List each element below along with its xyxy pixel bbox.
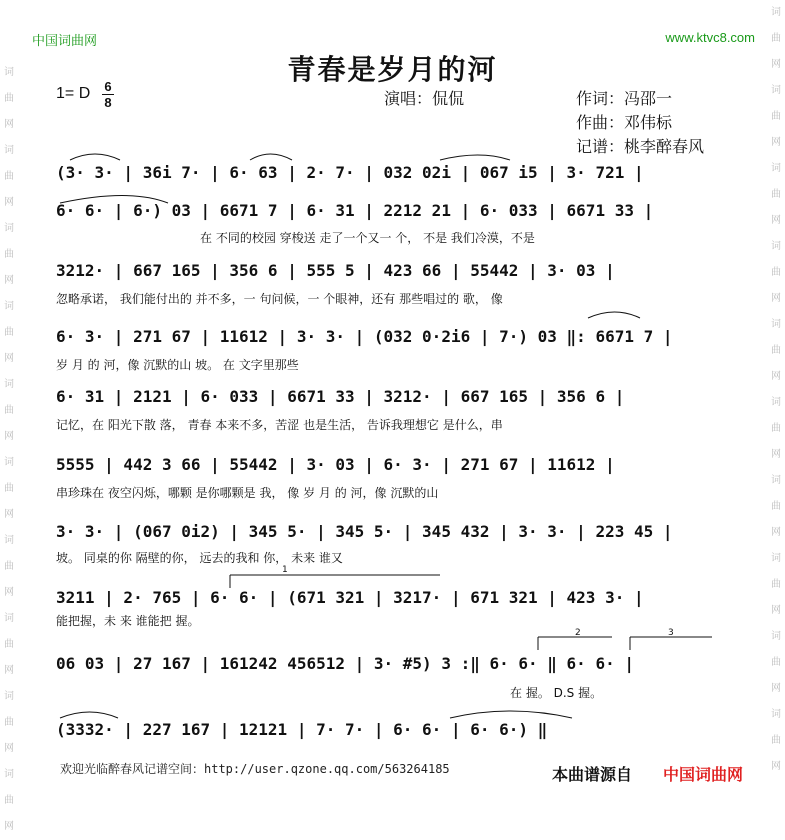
score-line-9-lyrics: 在 握。 D.S 握。 bbox=[510, 686, 603, 700]
score-line-5-lyrics: 记忆，在 阳光下散 落， 青春 本来不多，苦涩 也是生活， 告诉我理想它 是什么，串 bbox=[56, 418, 503, 432]
score-line-4-lyrics: 岁 月 的 河，像 沉默的山 坡。 在 文字里那些 bbox=[56, 358, 299, 372]
slur-arc bbox=[60, 196, 168, 204]
score-line-3-notes: 3212· | 667 165 | 356 6 | 555 5 | 423 66 | 55442 | 3· 03 | bbox=[56, 261, 615, 280]
brand-left: 中国词曲网 bbox=[32, 33, 98, 48]
score-line-8-notes: 3211 | 2· 765 | 6· 6· | (671 321 | 3217· | 671 321 | 423 3· | bbox=[56, 588, 644, 607]
slur-arc bbox=[588, 312, 640, 318]
composer-credit: 作曲：邓伟标 bbox=[576, 113, 673, 132]
slur-arc bbox=[70, 154, 120, 160]
footer-visit-text: 欢迎光临醉春风记谱空间：http://user.qzone.qq.com/563264185 bbox=[60, 762, 450, 776]
footer-source-brand: 中国词曲网 bbox=[663, 765, 744, 784]
brand-url: www.ktvc8.com bbox=[665, 30, 755, 45]
score-line-10-notes: (3332· | 227 167 | 12121 | 7· 7· | 6· 6· | 6· 6·) ‖ bbox=[56, 720, 548, 739]
transcriber-credit: 记谱：桃李醉春风 bbox=[576, 137, 705, 156]
footer-source-label: 本曲谱源自 bbox=[552, 765, 633, 784]
volta-1-label: 1 bbox=[282, 565, 288, 575]
singer-credit: 演唱：侃侃 bbox=[384, 89, 465, 108]
score-line-3-lyrics: 忽略承诺， 我们能付出的 并不多，一 句问候，一 个眼神，还有 那些唱过的 歌， 像 bbox=[56, 292, 503, 306]
score-line-9-notes: 06 03 | 27 167 | 161242 456512 | 3· #5) 3 :‖ 6· 6· ‖ 6· 6· | bbox=[56, 654, 634, 673]
score-line-6-lyrics: 串珍珠在 夜空闪烁，哪颗 是你哪颗是 我， 像 岁 月 的 河，像 沉默的山 bbox=[56, 486, 439, 500]
score-line-1-notes: (3· 3· | 36i 7· | 6· 63 | 2· 7· | 032 02i | 067 i5 | 3· 721 | bbox=[56, 163, 644, 182]
volta-2-label: 2 bbox=[575, 628, 581, 638]
lyricist-credit: 作词：冯邵一 bbox=[576, 89, 673, 108]
score-line-4-notes: 6· 3· | 271 67 | 11612 | 3· 3· | (032 0·2i6 | 7·) 03 ‖: 6671 7 | bbox=[56, 327, 673, 346]
time-signature-bottom: 8 bbox=[104, 95, 112, 110]
slur-arc bbox=[450, 711, 572, 718]
slur-arc bbox=[250, 154, 292, 160]
slur-arc bbox=[60, 712, 118, 718]
key-signature: 1= D bbox=[56, 85, 91, 102]
score-line-2-notes: 6· 6· | 6·) 03 | 6671 7 | 6· 31 | 2212 21 | 6· 033 | 6671 33 | bbox=[56, 201, 654, 220]
score-line-8-lyrics: 能把握，未 来 谁能把 握。 bbox=[56, 614, 200, 628]
slur-arc bbox=[440, 155, 510, 160]
score-line-5-notes: 6· 31 | 2121 | 6· 033 | 6671 33 | 3212· | 667 165 | 356 6 | bbox=[56, 387, 625, 406]
volta-3-label: 3 bbox=[668, 628, 674, 638]
score-line-7-lyrics: 坡。 同桌的你 隔壁的你， 远去的我和 你， 未来 谁又 bbox=[56, 551, 343, 565]
side-watermark-left: 词 曲 网 词 曲 网 词 曲 网 词 曲 网 词 曲 网 词 曲 网 词 曲 网 词 曲 网 词 曲 网 词 曲 网 bbox=[4, 67, 14, 832]
side-watermark-right: 词 曲 网 词 曲 网 词 曲 网 词 曲 网 词 曲 网 词 曲 网 词 曲 网 词 曲 网 词 曲 网 词 曲 网 bbox=[771, 7, 781, 772]
score-line-2-lyrics: 在 不同的校园 穿梭送 走了一个又一 个， 不是 我们冷漠，不是 bbox=[200, 231, 535, 245]
score-line-7-notes: 3· 3· | (067 0i2) | 345 5· | 345 5· | 345 432 | 3· 3· | 223 45 | bbox=[56, 522, 673, 541]
score-line-6-notes: 5555 | 442 3 66 | 55442 | 3· 03 | 6· 3· | 271 67 | 11612 | bbox=[56, 455, 615, 474]
time-signature-top: 6 bbox=[104, 79, 112, 94]
song-title: 青春是岁月的河 bbox=[287, 53, 498, 86]
